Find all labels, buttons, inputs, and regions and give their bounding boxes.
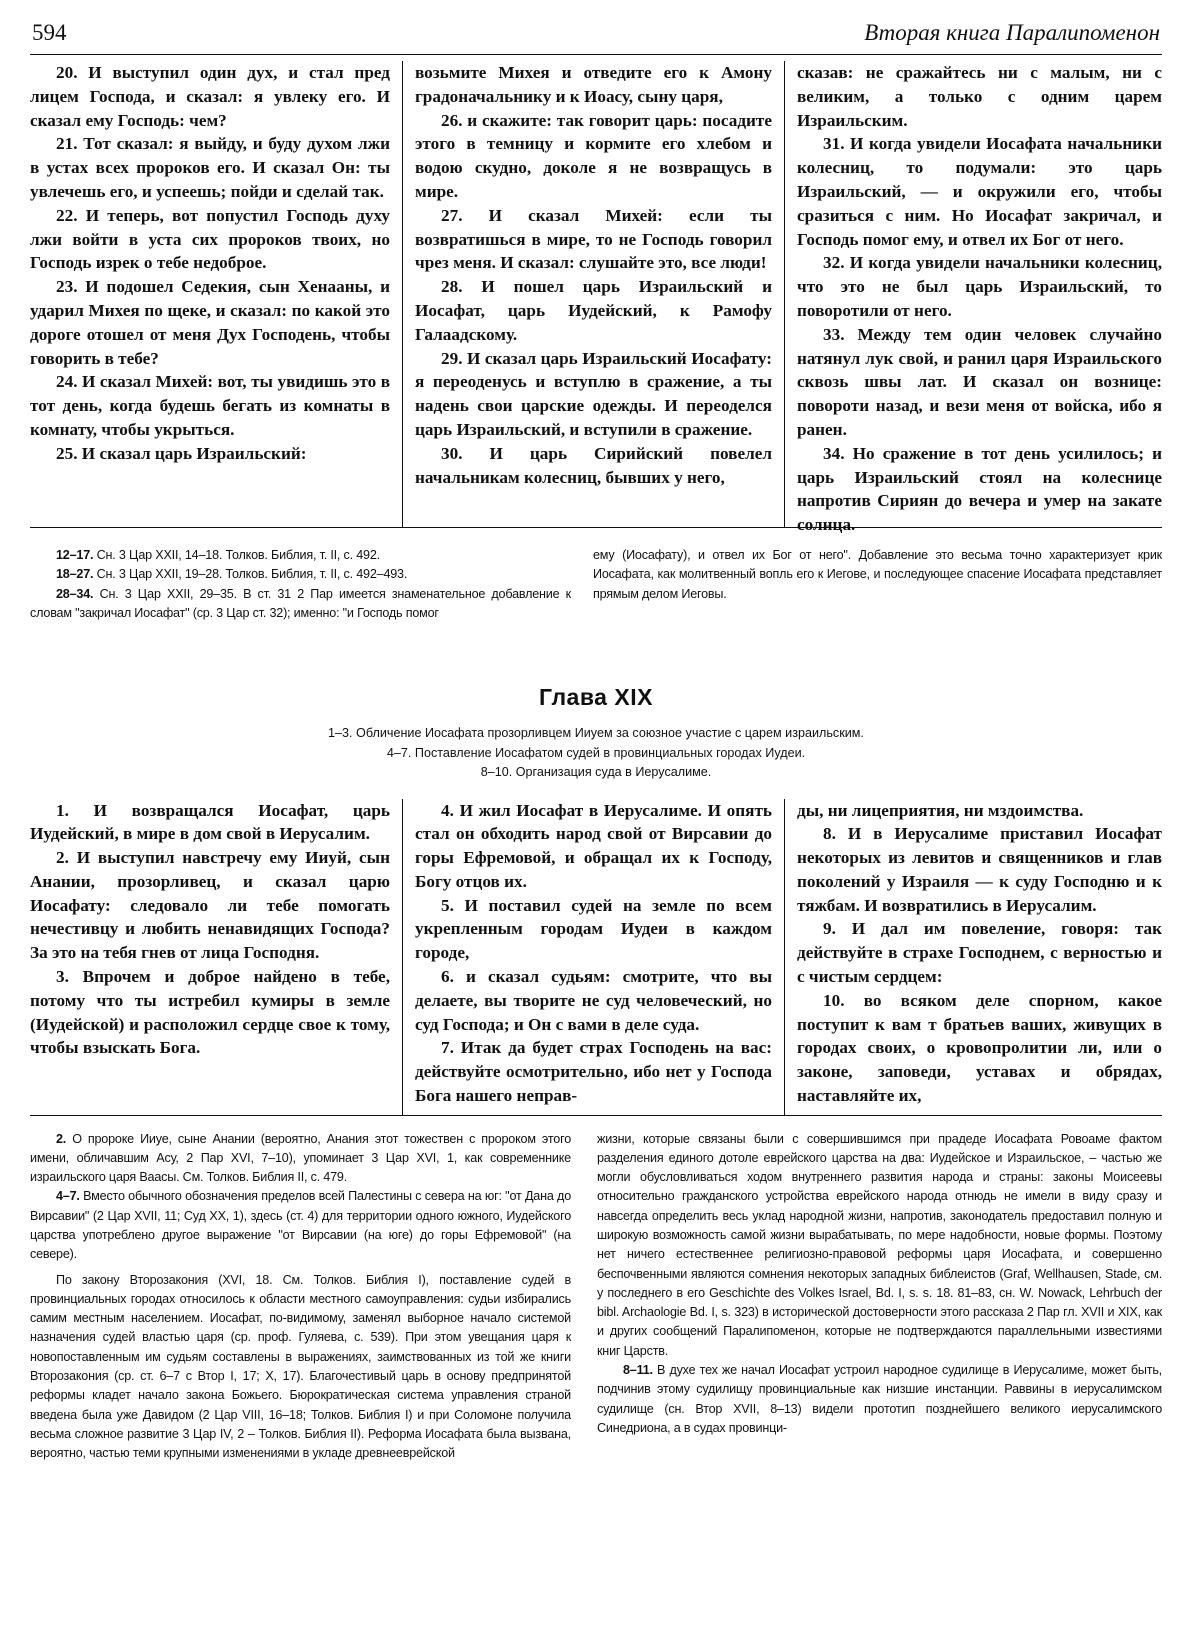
verse: 10. во всяком деле спорном, какое поступит к вам т братьев ваших, живущих в городах своих, о кровопролитии ли, или о законе, заповеди, уставах и обрядах, наставляйте их,	[797, 990, 1162, 1106]
verse: 23. И подошел Седекия, сын Хенааны, и ударил Михея по щеке, и сказал: по какой это дороге отошел от меня Дух Господень, чтобы говорить в тебе?	[30, 277, 390, 368]
commentary-ref: 4–7.	[56, 1189, 80, 1204]
verse: 3. Впрочем и доброе найдено в тебе, потому что ты истребил кумиры в земле (Иудейской) и расположил сердце свое к тому, чтобы взыскать Бога.	[30, 967, 390, 1058]
verse: 34. Но сражение в тот день усилилось; и царь Израильский стоял на колеснице напротив Сириян до вечера и умер на закате солнца.	[797, 443, 1162, 535]
verse: 25. И сказал царь Израильский:	[56, 443, 307, 463]
commentary-item	[30, 1130, 571, 1188]
commentary-ref: 18–27.	[56, 567, 94, 582]
commentary-ref: 28–34.	[56, 586, 94, 601]
verse: 20. И выступил один дух, и стал пред лицем Господа, и сказал: я увлеку его. И сказал ему Господь: чем?	[30, 63, 390, 130]
text-column-1	[30, 61, 402, 527]
commentary-text: Сн. 3 Цар XXII, 19–28. Толков. Библия, т. II, с. 492–493.	[93, 567, 408, 582]
commentary-item	[597, 1361, 1162, 1438]
book-page	[30, 14, 1162, 1530]
commentary-text: Сн. 3 Цар XXII, 29–35. В ст. 31 2 Пар имеется знаменательное добавление к словам "закричал Иосафат" (ср. 3 Цар ст. 32); именно: "и Господь помог	[30, 586, 571, 620]
commentary-bottom	[30, 1130, 1162, 1530]
commentary-text: Вместо обычного обозначения пределов всей Палестины с севера на юг: "от Дана до Вирсавии" (2 Цар XVII, 11; Суд XX, 1), здесь (ст. 4) для территории одного южного, Иудейского царства употреблено другое выражение "от Вирсавии (на юге) до горы Ефремовой" (на севере).	[30, 1189, 571, 1262]
verse: 21. Тот сказал: я выйду, и буду духом лжи в устах всех пророков его. И сказал Он: ты увлечешь его, и успеешь; пойди и сделай так.	[30, 134, 390, 201]
commentary-item	[30, 1271, 571, 1464]
text-column-3	[784, 61, 1162, 535]
commentary-ref: 2.	[56, 1131, 67, 1146]
commentary-text: жизни, которые связаны были с совершившимся при прадеде Иосафата Ровоаме фактом разделения единого дотоле еврейского царства на два: Иудейское и Израильское, – частью же могли обусловливаться ходом внутреннего развития народа и страны: законы Моисеевы относительно гражданского устройства еврейского народа отнюдь не имели в виду сразу и навсегда определить весь уклад народной жизни, напротив, законодатель предоставил полную и широкую возможность самой жизни вырабатывать, по мере надобности, новые формы. Поэтому нет ничего естественнее религиозно-правовой реформы царя Иосафата, и совершенно беспочвенными являются сомнения некоторых западных библеистов (Graf, Wellhausen, Stade, см. у последнего в его Geschichte des Volkes Israel, Bd. I, s. s. 18. 81–83, сн. W. Nowack, Lehrbuch der bibl. Archaologie Bd. I, s. 323) в исторической достоверности этого рассказа 2 Пар гл. XVII и XIX, как и других сообщений Паралипоменон, которые не подтверждаются параллельными известиями книг Царств.	[597, 1131, 1162, 1358]
commentary-ref: 12–17.	[56, 548, 94, 562]
page-number: 594	[32, 20, 67, 45]
verse: 6. и сказал судьям: смотрите, что вы делаете, вы творите не суд человеческий, но суд Господа; и Он с вами в деле суда.	[415, 967, 772, 1034]
commentary-column-right	[585, 1130, 1162, 1530]
verse-continuation: возьмите Михея и отведите его к Амону градоначальнику и к Иоасу, сыну царя,	[415, 63, 772, 106]
verse: 27. И сказал Михей: если ты возвратишься в мире, то не Господь говорил чрез меня. И сказал: слушайте это, все люди!	[415, 205, 772, 273]
verse-continuation: ды, ни лицеприятия, ни мздоимства.	[797, 800, 1084, 820]
commentary-text: О пророке Ииуе, сыне Анании (вероятно, Анания этот тожествен с пророком этого имени, обличавшим Асу, 2 Пар XVI, 7–10), упоминает 3 Цар XVI, 1, как современнике израильского царя Ваасы. См. Толков. Библия II, с. 479.	[30, 1131, 571, 1185]
commentary-item	[30, 1187, 571, 1264]
commentary-column-left	[30, 1130, 585, 1530]
verse-continuation: сказав: не сражайтесь ни с малым, ни с великим, а только с одним царем Израильским.	[797, 63, 1162, 130]
scripture-text-chapter	[30, 799, 1162, 1115]
summary-line: 1–3. Обличение Иосафата прозорливцем Ииуем за союзное участие с царем израильским.	[328, 726, 864, 740]
commentary-ref: 8–11.	[623, 1363, 653, 1378]
text-column-1	[30, 799, 402, 1115]
verse: 9. И дал им повеление, говоря: так действуйте в страхе Господнем, с верностью и с чистым сердцем:	[797, 919, 1162, 987]
verse: 4. И жил Иосафат в Иерусалиме. И опять стал он обходить народ свой от Вирсавии до горы Ефремовой, и обращал их к Господу, Богу отцов их.	[415, 800, 772, 891]
commentary-text: Сн. 3 Цар XXII, 14–18. Толков. Библия, т. II, с. 492.	[93, 548, 380, 562]
commentary-continuation: ему (Иосафату), и отвел их Бог от него". Добавление это весьма точно характеризует крик Иосафата, как молитвенный вопль его к Иегове, и последующее спасение Иосафата представляет прямым делом Иеговы.	[593, 548, 1162, 601]
text-column-2	[402, 799, 784, 1115]
verse: 2. И выступил навстречу ему Ииуй, сын Анании, прозорливец, и сказал царю Иосафату: следовало ли тебе помогать нечестивцу и любить ненавидящих Господа? За это на тебя гнев от лица Господня.	[30, 848, 390, 963]
verse: 7. Итак да будет страх Господень на вас: действуйте осмотрительно, ибо нет у Господа Бога нашего неправ-	[415, 1038, 772, 1106]
verse: 28. И пошел царь Израильский и Иосафат, царь Иудейский, к Рамофу Галаадскому.	[415, 277, 772, 344]
footnote-divider	[30, 1115, 1162, 1116]
summary-line: 4–7. Поставление Иосафатом судей в провинциальных городах Иудеи.	[386, 745, 806, 760]
running-head	[30, 14, 1162, 55]
verse: 24. И сказал Михей: вот, ты увидишь это в тот день, когда будешь бегать из комнаты в комнату, чтобы укрыться.	[30, 372, 390, 439]
text-column-2	[402, 61, 784, 527]
commentary-column-left	[30, 546, 585, 651]
commentary-item	[30, 585, 571, 624]
chapter-summary	[30, 724, 1162, 783]
verse: 1. И возвращался Иосафат, царь Иудейский, в мире в дом свой в Иерусалим.	[30, 800, 390, 844]
commentary-column-right	[585, 546, 1162, 651]
commentary-text: В духе тех же начал Иосафат устроил народное судилище в Иерусалиме, может быть, подчинив этому судилищу провинциальные как низшие инстанции. Раввины в иерусалимском судилище (сн. Втор XVII, 8–13) видели прототип позднейшего великого иерусалимского Синедриона, а в судах провинци-	[597, 1363, 1162, 1435]
verse: 26. и скажите: так говорит царь: посадите этого в темницу и кормите его хлебом и водою скудно, доколе я не возвращусь в мире.	[415, 110, 772, 201]
text-column-3	[784, 799, 1162, 1115]
verse: 5. И поставил судей на земле по всем укрепленным городам Иудеи в каждом городе,	[415, 895, 772, 963]
chapter-title: Глава XIX	[539, 684, 653, 710]
commentary-item	[30, 565, 571, 584]
commentary-top	[30, 546, 1162, 651]
commentary-continuation	[597, 1130, 1162, 1362]
summary-line: 8–10. Организация суда в Иерусалиме.	[480, 765, 712, 779]
commentary-item	[30, 546, 571, 565]
verse: 30. И царь Сирийский повелел начальникам колесниц, бывших у него,	[415, 443, 772, 487]
verse: 22. И теперь, вот попустил Господь духу лжи войти в уста сих пророков твоих, но Господь изрек о тебе недоброе.	[30, 205, 390, 273]
verse: 29. И сказал царь Израильский Иосафату: я переоденусь и вступлю в сражение, а ты надень свои царские одежды. И переоделся царь Израильский, и вступили в сражение.	[415, 348, 772, 439]
commentary-text: По закону Второзакония (XVI, 18. См. Толков. Библия I), поставление судей в провинциальных городах относилось к области местного самоуправления: судьи избирались самим местным населением. Иосафат, по-видимому, заменял выборное начало системой назначения судей властью царя (ср. проф. Гуляева, с. 539). При этом увещания царя к новопоставленным им судьям составлены в выражениях, заимствованных из той же книги Второзакония (ср. ст. 6–7 с Втор I, 17; X, 17). Благочестивый царь в основу предпринятой реформы кладет начало закона Божьего. Бюрократическая система управления страной введена была уже Давидом (2 Цар VIII, 16–18; Толков. Библия I) и при Соломоне получила весьма сложное развитие 3 Цар IV, 2 – Толков. Библия II). Реформа Иосафата была вызвана, вероятно, частью теми крупными изменениями в укладе древнееврейской	[30, 1272, 571, 1461]
verse: 8. И в Иерусалиме приставил Иосафат некоторых из левитов и священников и глав поколений у Израиля — к суду Господню и к тяжбам. И возвратились в Иерусалим.	[797, 824, 1162, 915]
verse: 31. И когда увидели Иосафата начальники колесниц, то подумали: это царь Израильский, — и окружили его, чтобы сразиться с ним. Но Иосафат закричал, и Господь помог ему, и отвел их Бог от него.	[797, 134, 1162, 249]
verse: 32. И когда увидели начальники колесниц, что это не был царь Израильский, то поворотили от него.	[797, 253, 1162, 320]
book-title: Вторая книга Паралипоменон	[864, 20, 1160, 45]
verse: 33. Между тем один человек случайно натянул лук свой, и ранил царя Израильского сквозь швы лат. И сказал он вознице: повороти назад, и вези меня от войска, ибо я ранен.	[797, 324, 1162, 439]
scripture-text-top	[30, 61, 1162, 535]
